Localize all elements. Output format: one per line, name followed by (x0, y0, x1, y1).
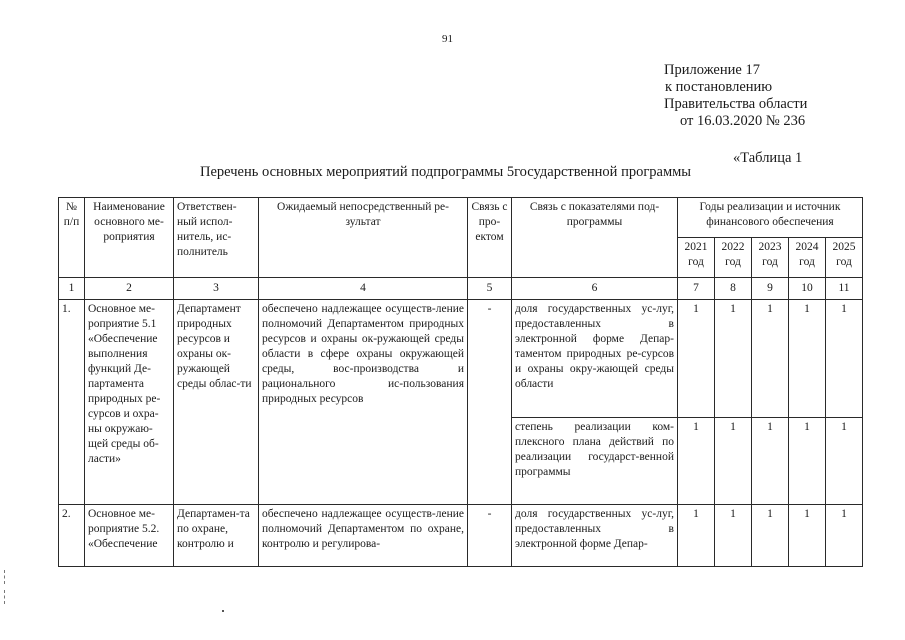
year-value: 1 (789, 505, 826, 567)
column-number: 8 (715, 278, 752, 300)
header-link-indicators: Связь с показателями под-программы (512, 198, 678, 278)
header-link-project: Связь с про-ектом (468, 198, 512, 278)
header-year-2021: 2021 год (678, 238, 715, 278)
expected-result: обеспечено надлежащее осуществ-ление полномочий Департаментом природных ресурсов и охраны ок-ружающей среды области в сфере охраны окружающей среды, вос-производства и рационального ис-пользования природных ресурсов (259, 300, 468, 505)
year-value: 1 (826, 300, 863, 418)
appendix-line-3: Правительства области (664, 96, 808, 112)
year-value: 1 (678, 300, 715, 418)
year-value: 1 (826, 505, 863, 567)
column-number: 1 (59, 278, 85, 300)
responsible-executor: Департамен-та по охране, контролю и (174, 505, 259, 567)
year-value: 1 (715, 505, 752, 567)
year-value: 1 (678, 418, 715, 505)
column-number: 6 (512, 278, 678, 300)
column-number: 9 (752, 278, 789, 300)
row-number: 2. (59, 505, 85, 567)
column-number: 4 (259, 278, 468, 300)
table-title: Перечень основных мероприятий подпрограммы 5государственной программы (200, 164, 692, 180)
table-row (59, 300, 863, 418)
scan-dot (222, 610, 224, 612)
year-value: 1 (826, 418, 863, 505)
indicator-text: степень реализации ком-плексного плана действий по реализации государст-венной программы (512, 418, 678, 505)
indicator-text: доля государственных ус-луг, предоставленных в электронной форме Депар- (512, 505, 678, 567)
expected-result: обеспечено надлежащее осуществ-ление полномочий Департаментом по охране, контролю и регулирова- (259, 505, 468, 567)
header-responsible: Ответствен-ный испол-нитель, ис-полнитель (174, 198, 259, 278)
year-value: 1 (715, 300, 752, 418)
year-value: 1 (752, 505, 789, 567)
header-row-1 (59, 198, 863, 238)
responsible-executor: Департамент природных ресурсов и охраны ок-ружающей среды облас-ти (174, 300, 259, 505)
table-row (59, 505, 863, 567)
page-number: 91 (442, 33, 453, 45)
activity-name: Основное ме-роприятие 5.2. «Обеспечение (85, 505, 174, 567)
year-value: 1 (789, 300, 826, 418)
header-name: Наименование основного ме-роприятия (85, 198, 174, 278)
header-num: № п/п (59, 198, 85, 278)
column-number: 5 (468, 278, 512, 300)
column-number: 11 (826, 278, 863, 300)
year-value: 1 (752, 300, 789, 418)
scan-edge-mark (4, 590, 7, 604)
indicator-text: доля государственных ус-луг, предоставленных в электронной форме Депар-таментом природных ре-сурсов и охраны окру-жающей среды области (512, 300, 678, 418)
header-year-2023: 2023 год (752, 238, 789, 278)
year-value: 1 (715, 418, 752, 505)
appendix-line-2: к постановлению (665, 79, 773, 95)
link-project: - (468, 505, 512, 567)
activity-name: Основное ме-роприятие 5.1 «Обеспечение выполнения функций Де-партамента природных ре-сурсов и охра-ны окружаю-щей среды об-ласти» (85, 300, 174, 505)
column-number: 10 (789, 278, 826, 300)
scan-edge-mark (4, 570, 7, 584)
link-project: - (468, 300, 512, 505)
appendix-block (664, 62, 807, 130)
header-year-2024: 2024 год (789, 238, 826, 278)
appendix-line-4: от 16.03.2020 № 236 (680, 113, 806, 129)
appendix-line-1: Приложение 17 (664, 62, 760, 78)
header-year-2022: 2022 год (715, 238, 752, 278)
year-value: 1 (789, 418, 826, 505)
table-label: «Таблица 1 (733, 150, 803, 166)
year-value: 1 (752, 418, 789, 505)
column-number: 2 (85, 278, 174, 300)
column-number: 3 (174, 278, 259, 300)
row-number: 1. (59, 300, 85, 505)
header-year-2025: 2025 год (826, 238, 863, 278)
header-result: Ожидаемый непосредственный ре-зультат (259, 198, 468, 278)
year-value: 1 (678, 505, 715, 567)
activities-table (58, 197, 863, 567)
column-number-row (59, 278, 863, 300)
header-years-group: Годы реализации и источник финансового обеспечения (678, 198, 863, 238)
column-number: 7 (678, 278, 715, 300)
